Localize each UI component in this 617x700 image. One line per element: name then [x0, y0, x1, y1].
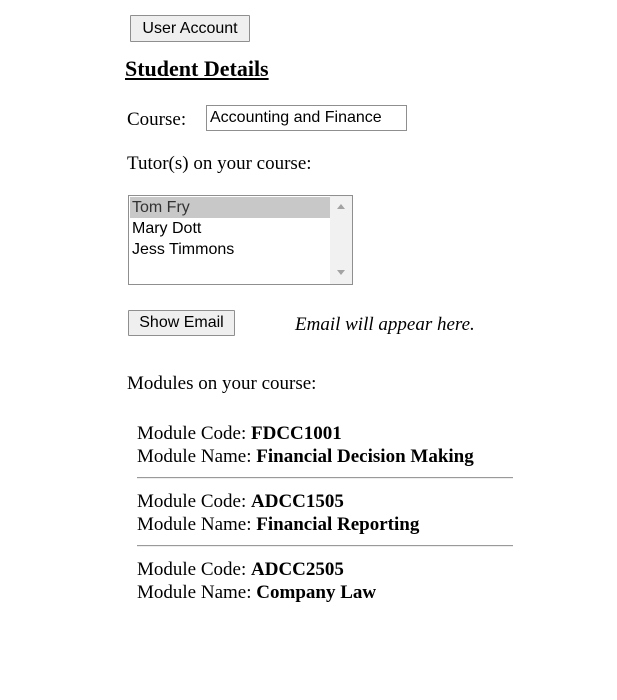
user-account-button[interactable]: User Account — [130, 15, 250, 42]
course-label: Course: — [127, 109, 187, 130]
module-divider — [137, 545, 513, 547]
module-name-label: Module Name: — [137, 514, 252, 535]
course-field[interactable]: Accounting and Finance — [206, 105, 407, 131]
module-name: Financial Reporting — [256, 514, 420, 535]
tutor-option-jess-timmons[interactable]: Jess Timmons — [132, 241, 235, 258]
module-code-label: Module Code: — [137, 559, 247, 580]
module-code: ADCC1505 — [251, 491, 344, 512]
module-name-label: Module Name: — [137, 446, 252, 467]
page-title: Student Details — [125, 56, 269, 81]
tutor-option-mary-dott[interactable]: Mary Dott — [132, 220, 202, 237]
tutor-list-scrollbar[interactable] — [330, 196, 352, 284]
module-name-label: Module Name: — [137, 582, 252, 603]
module-item — [137, 558, 513, 604]
module-name: Company Law — [256, 582, 377, 603]
module-item — [137, 490, 513, 536]
module-code-label: Module Code: — [137, 423, 247, 444]
scroll-up-arrow-icon[interactable] — [337, 204, 345, 209]
module-code-label: Module Code: — [137, 491, 247, 512]
module-item — [137, 422, 513, 468]
email-output-text: Email will appear here. — [295, 314, 475, 335]
tutor-option-tom-fry[interactable]: Tom Fry — [130, 197, 331, 218]
tutor-listbox[interactable] — [128, 195, 353, 285]
module-code: FDCC1001 — [251, 423, 342, 444]
tutors-label: Tutor(s) on your course: — [127, 153, 312, 174]
show-email-button[interactable]: Show Email — [128, 310, 235, 336]
modules-label: Modules on your course: — [127, 373, 317, 394]
module-code: ADCC2505 — [251, 559, 344, 580]
module-divider — [137, 477, 513, 479]
scroll-down-arrow-icon[interactable] — [337, 270, 345, 275]
module-name: Financial Decision Making — [256, 446, 474, 467]
